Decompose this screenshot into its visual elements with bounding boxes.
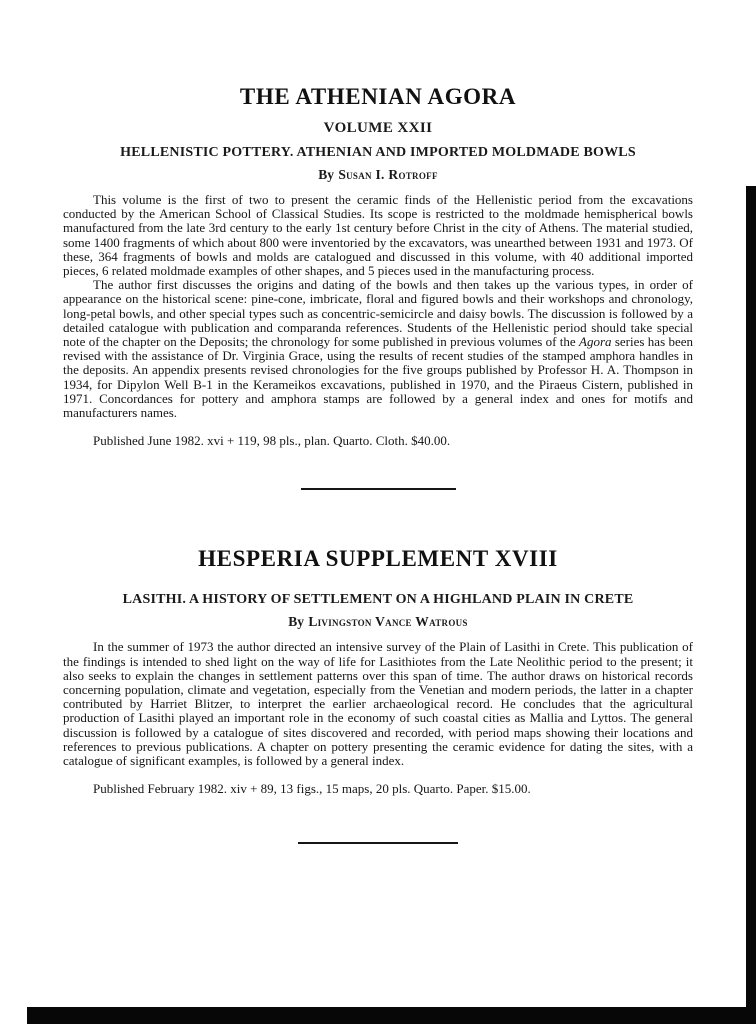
byline [63,167,693,183]
book-volume: VOLUME XXII [323,120,433,136]
book-subtitle: HELLENISTIC POTTERY. ATHENIAN AND IMPORTED MOLDMADE BOWLS [120,145,636,160]
publication-info: Published February 1982. xiv + 89, 13 figs., 15 maps, 20 pls. Quarto. Paper. $15.00. [93,781,531,797]
scan-artifact-right-edge [746,186,756,1024]
paragraph: In the summer of 1973 the author directed an intensive survey of the Plain of Lasithi in Crete. This publication of the findings is intended to shed light on the way of life for Lasithiotes from the Late Neolithic period to the present; it also seeks to explain the changes in settlement patterns over this span of time. The author draws on historical records concerning population, climate and vegetation, especially from the Venetian and modern periods, the latter in a chapter contributed by Harriet Blitzer, to interpret the earlier archaeological record. He concludes that the agricultural production of Lasithi played an important role in the economy of such coastal cities as Mallia and Lyttos. The general discussion is followed by a catalogue of sites discovered and recorded, with period maps showing their locations and references to previous publications. A chapter on pottery presenting the ceramic evidence for dating the sites, with a catalogue of significant examples, is followed by a general index. [63,639,693,769]
book-subtitle: LASITHI. A HISTORY OF SETTLEMENT ON A HIGHLAND PLAIN IN CRETE [122,592,634,608]
paragraph: The author first discusses the origins and dating of the bowls and then takes up the various types, in order of appearance on the historical scene: pine-cone, imbricate, floral and figured bowls and their workshops and chronology, long-petal bowls, and other special types such as concentric-semicircle and daisy bowls. The discussion is followed by a detailed catalogue with publication and comparanda references. Students of the Hellenistic period should take special note of the chapter on the Deposits; the chronology for some published in previous volumes of the Agora series has been revised with the assistance of Dr. Virginia Grace, using the results of recent studies of the stamped amphora handles in the deposits. An appendix presents revised chronologies for the five groups published by Professor H. A. Thompson in 1934, for Dipylon Well B-1 in the Kerameikos excavations, published in 1970, and the Piraeus Cistern, published in 1971. Concordances for pottery and amphora stamps are followed by a general index and ones for motifs and manufacturers names. [63,277,694,421]
book-title: THE ATHENIAN AGORA [239,84,517,109]
book-announcement-athenian-agora [63,84,693,448]
section-divider [298,842,458,844]
book-announcement-hesperia-supplement [63,546,693,796]
author-name: Livingston Vance Watrous [308,614,468,630]
publication-info: Published June 1982. xvi + 119, 98 pls., plan. Quarto. Cloth. $40.00. [93,433,451,449]
byline [63,614,693,630]
author-name: Susan I. Rotroff [338,167,438,182]
scan-artifact-bottom-edge [27,1007,756,1024]
section-divider [301,488,456,490]
book-title: HESPERIA SUPPLEMENT XVIII [198,546,558,572]
byline-prefix: By [288,614,305,630]
byline-prefix: By [318,167,334,182]
paragraph: This volume is the first of two to present the ceramic finds of the Hellenistic period from the excavations conducted by the American School of Classical Studies. Its scope is restricted to the moldmade hemispherical bowls manufactured from the late 3rd century to the early 1st century before Christ in the city of Athens. The material studied, some 1400 fragments of which about 800 were inventoried by the excavators, was unearthed between 1931 and 1973. Of these, 364 fragments of bowls and molds are catalogued and discussed in this volume, with 40 additional imported pieces, 6 related moldmade examples of other shapes, and 5 pieces used in the manufacturing process. [63,192,693,279]
